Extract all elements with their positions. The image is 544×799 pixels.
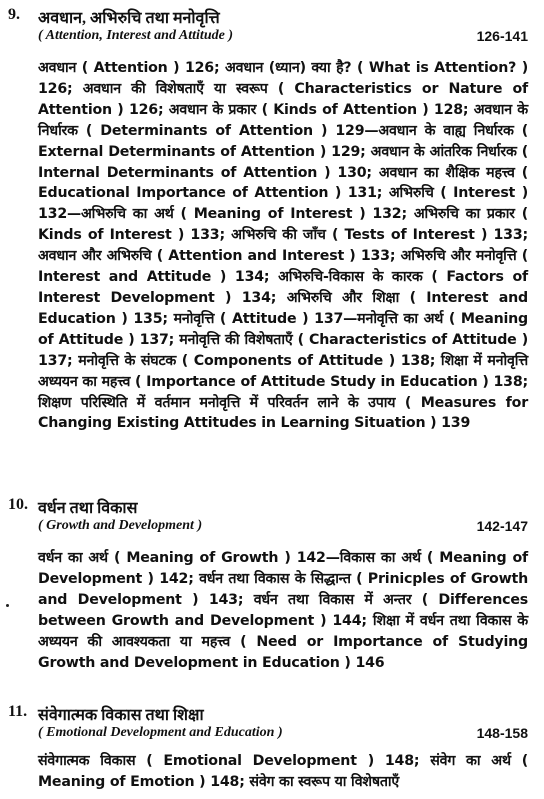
chapter-topics: अवधान ( Attention ) 126; अवधान (ध्यान) क्या है? ( What is Attention? ) 126; अवधान की विशेषताएँ या स्वरूप ( Characteristics or Nature of Attention ) 126; अवधान के प्रकार ( Kinds of Attention ) 128; अवधान के निर्धारक ( Determinants of Attention ) 129—अवधान के वाह्य निर्धारक ( External Determinants of Attention ) 129; अवधान के आंतरिक निर्धारक ( Internal Determinants of Attention ) 130; अवधान का शैक्षिक महत्त्व ( Educational Importance of Attention ) 131; अभिरुचि ( Interest ) 132—अभिरुचि का अर्थ ( Meaning of Interest ) 132; अभिरुचि का प्रकार ( Kinds of Interest ) 133; अभिरुचि की जाँच ( Tests of Interest ) 133; अवधान और अभिरुचि ( Attention and Interest ) 133; अभिरुचि और मनोवृत्ति ( Interest and Attitude ) 134; अभिरुचि-विकास के कारक ( Factors of Interest Development ) 134; अभिरुचि और शिक्षा ( Interest and Education ) 135; मनोवृत्ति ( Attitude ) 137—मनोवृत्ति का अर्थ ( Meaning of Attitude ) 137; मनोवृत्ति की विशेषताएँ ( Characteristics of Attitude ) 137; मनोवृत्ति के संघटक ( Components of Attitude ) 138; शिक्षा में मनोवृत्ति अध्ययन का महत्त्व ( Importance of Attitude Study in Education ) 138; शिक्षण परिस्थिति में वर्तमान मनोवृत्ति में परिवर्तन लाने के उपाय ( Measures for Changing Existing Attitudes in Learning Situation ) 139 <box>38 60 528 432</box>
chapter-number: 10. <box>8 496 28 513</box>
chapter-title-hindi: अवधान, अभिरुचि तथा मनोवृत्ति <box>38 10 220 27</box>
page-range: 126-141 <box>476 28 528 44</box>
chapter-number: 11. <box>8 703 28 720</box>
page-range: 142-147 <box>476 518 528 534</box>
chapter-title-english: ( Growth and Development ) <box>38 518 203 533</box>
page-range: 148-158 <box>476 725 528 741</box>
chapter-number: 9. <box>8 6 20 23</box>
chapter-title-hindi: वर्धन तथा विकास <box>38 500 138 517</box>
chapter-title-english: ( Attention, Interest and Attitude ) <box>38 28 233 43</box>
chapter-title-english: ( Emotional Development and Education ) <box>38 725 283 740</box>
chapter-topics: संवेगात्मक विकास ( Emotional Development ) 148; संवेग का अर्थ ( Meaning of Emotion ) 148; संवेग का स्वरूप या विशेषताएँ <box>38 753 528 790</box>
margin-dot <box>6 604 9 607</box>
chapter-title-hindi: संवेगात्मक विकास तथा शिक्षा <box>38 707 204 724</box>
chapter-topics: वर्धन का अर्थ ( Meaning of Growth ) 142—विकास का अर्थ ( Meaning of Development ) 142; वर्धन तथा विकास के सिद्धान्त ( Prinicples of Growth and Development ) 143; वर्धन तथा विकास में अन्तर ( Differences between Growth and Development ) 144; शिक्षा में वर्धन तथा विकास के अध्ययन की आवश्यकता या महत्त्व ( Need or Importance of Studying Growth and Development in Education ) 146 <box>38 550 528 671</box>
